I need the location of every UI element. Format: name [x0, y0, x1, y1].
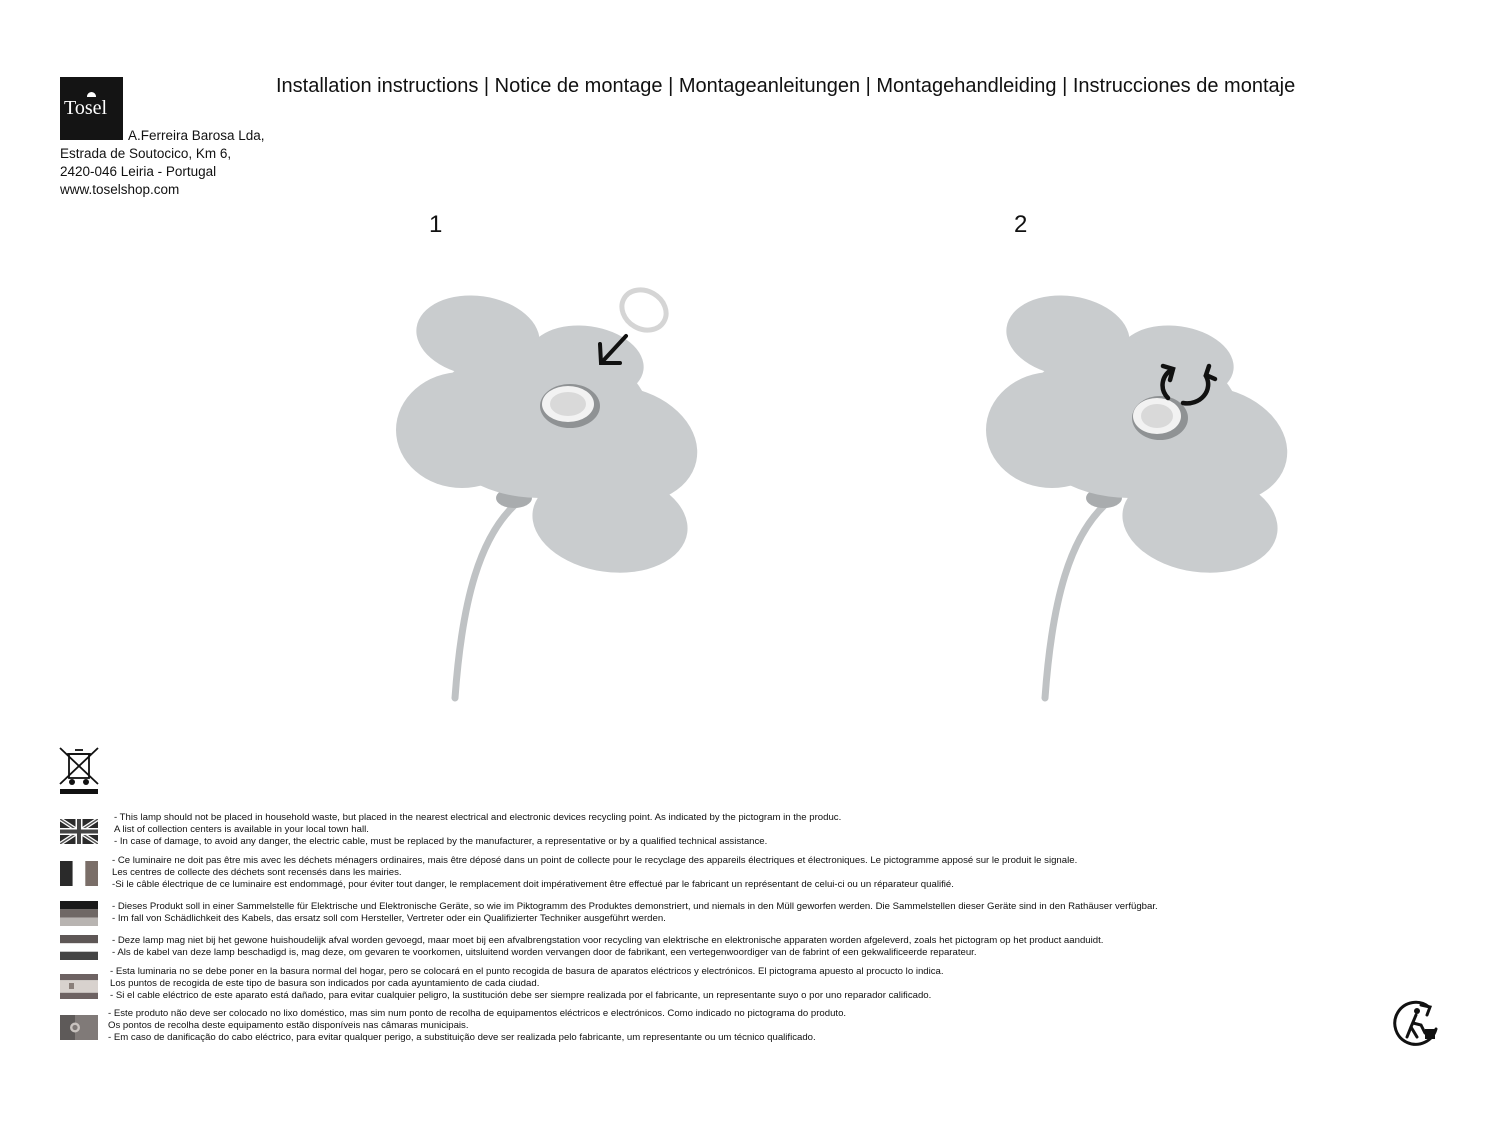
lamp-socket-icon: [1132, 396, 1188, 440]
address-line-1: A.Ferreira Barosa Lda,: [128, 128, 265, 143]
flower-shade: [986, 288, 1298, 583]
step-1-illustration: [390, 270, 730, 710]
company-address: [60, 127, 265, 199]
company-website[interactable]: www.toselshop.com: [60, 182, 180, 197]
step-1-number: 1: [429, 211, 443, 238]
disposal-text-fr: - Ce luminaire ne doit pas être mis avec les déchets ménagers ordinaires, mais être déposé dans un point de collecte pour le recyclage des appareils électriques et électroniques. Le pictogramme apposé sur le produit le signale. Les centres de collecte des déchets sont recensés dans les mairies. -Si le câble électrique de ce luminaire est endommagé, pour éviter tout danger, le remplacement doit impérativement être effectué par le fabricant un représentant de celui-ci ou un réparateur qualifié.: [112, 855, 1078, 891]
recycle-person-icon: [1391, 999, 1443, 1049]
page-title: Installation instructions | Notice de montage | Montageanleitungen | Montagehandleiding | Instrucciones de montaje: [276, 75, 1296, 97]
disposal-text-pt: - Este produto não deve ser colocado no lixo doméstico, mas sim num ponto de recolha de equipamentos eléctricos e electrónicos. Como indicado no pictograma do produto. Os pontos de recolha deste equipamento estão disponíveis nas câmaras municipais. - Em caso de danificação do cabo eléctrico, para evitar qualquer perigo, a substituição deve ser realizada pelo fabricante, um representante ou um técnico qualificado.: [108, 1008, 847, 1044]
lamp-socket-icon: [540, 384, 600, 428]
flag-pt-icon: [60, 1015, 98, 1040]
disposal-text-en: - This lamp should not be placed in household waste, but placed in the nearest electrical and electronic devices recycling point. As indicated by the pictogram in the produc. A list of collection centers is available in your local town hall. - In case of damage, to avoid any danger, the electric cable, must be replaced by the manufacturer, a representative or by a qualified technical assistance.: [114, 812, 842, 848]
lamp-stem: [1045, 502, 1108, 698]
step-2-number: 2: [1014, 211, 1028, 238]
flag-fr-icon: [60, 861, 98, 886]
disposal-text-es: - Esta luminaria no se debe poner en la basura normal del hogar, pero se colocará en el punto recogida de basura de aparatos eléctricos y electrónicos. El pictograma apuesto al procucto lo indica. Los puntos de recogida de este tipo de basura son indicados por cada ayuntamiento de cada ciudad. - Si el cable eléctrico de este aparato está dañado, para evitar cualquier peligro, la sustitución debe ser siempre realizada por el fabricante, un representante suyo o por uno reparador calificado.: [110, 966, 944, 1002]
brand-logo-text: Tosel: [64, 97, 108, 119]
address-line-2: Estrada de Soutocico, Km 6,: [60, 146, 232, 161]
disposal-text-nl: - Deze lamp mag niet bij het gewone huishoudelijk afval worden gevoegd, maar moet bij een afvalbrengstation voor recycling van elektrische en elektronische apparaten worden afgeleverd, zoals het pictogram op het product aanduidt. - Als de kabel van deze lamp beschadigd is, mag deze, om gevaren te voorkomen, uitsluitend worden vervangen door de fabrikant, een vertegenwoordiger van de fabrint of een gekwalificeerde reparateur.: [112, 935, 1104, 959]
crossed-bin-icon: [58, 744, 100, 788]
lamp-stem: [455, 502, 518, 698]
disposal-text-de: - Dieses Produkt soll in einer Sammelstelle für Elektrische und Elektronische Geräte, so wie im Piktogramm des Produktes demonstriert, und niemals in den Müll geworfen werden. Die Sammelstellen dieser Geräte sind in den Rathäuser verfügbar. - Im fall von Schädlichkeit des Kabels, das ersatz soll com Hersteller, Vertreter oder ein Qualifizierter Techniker ausgeführt werden.: [112, 901, 1158, 925]
flower-shade: [396, 288, 708, 583]
flag-es-icon: [60, 974, 98, 999]
flag-de-icon: [60, 901, 98, 926]
step-2-illustration: [980, 270, 1320, 710]
flag-uk-icon: [60, 819, 98, 844]
address-line-3: 2420-046 Leiria - Portugal: [60, 164, 217, 179]
flag-nl-icon: [60, 935, 98, 960]
ring-icon: [615, 282, 674, 338]
weee-bar: [60, 789, 98, 794]
